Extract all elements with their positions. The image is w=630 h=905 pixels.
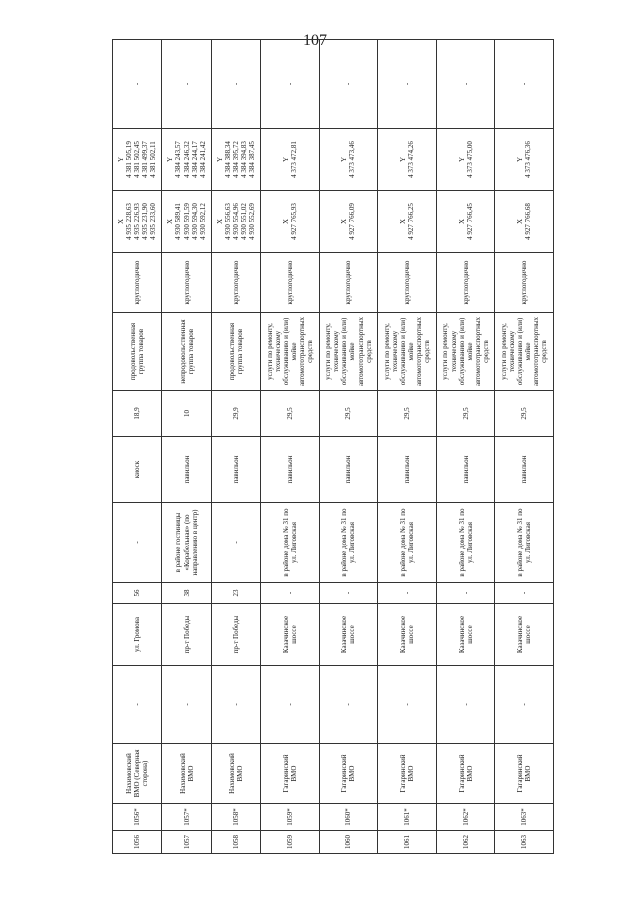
facilities-table: [112, 39, 554, 854]
last-cell: -: [211, 40, 260, 129]
table-row: [495, 40, 554, 854]
area-cell: 29,5: [495, 391, 554, 437]
row-code: 1061*: [378, 804, 437, 831]
coord-x-cell: X 4 927 766,68: [495, 191, 554, 253]
coord-y-cell: Y 4 381 505,19 4 381 502,45 4 381 499,37 4 381 502,11: [113, 129, 162, 191]
row-code: 1059*: [261, 804, 320, 831]
purpose-cell: продовольственная группа товаров: [211, 313, 260, 391]
table-row: [162, 40, 211, 854]
empty-cell: -: [378, 666, 437, 744]
last-cell: -: [436, 40, 495, 129]
row-number: 1061: [378, 831, 437, 854]
district-cell: Гагаринский ВМО: [495, 744, 554, 804]
last-cell: -: [113, 40, 162, 129]
coord-x-cell: X 4 927 766,45: [436, 191, 495, 253]
area-cell: 29,5: [261, 391, 320, 437]
coord-y-cell: Y 4 373 473,46: [319, 129, 378, 191]
row-code: 1057*: [162, 804, 211, 831]
coord-x-cell: X 4 927 765,93: [261, 191, 320, 253]
type-cell: киоск: [113, 437, 162, 503]
coord-x-cell: X 4 935 228,63 4 935 226,93 4 935 231,90 4 935 233,60: [113, 191, 162, 253]
last-cell: -: [319, 40, 378, 129]
area-cell: 18,9: [113, 391, 162, 437]
district-cell: Гагаринский ВМО: [319, 744, 378, 804]
type-cell: павильон: [261, 437, 320, 503]
coord-y-cell: Y 4 384 388,34 4 384 395,72 4 384 394,83 4 384 387,45: [211, 129, 260, 191]
landmark-cell: в районе дома № 31 по ул. Лиговская: [436, 503, 495, 583]
house-cell: 23: [211, 583, 260, 604]
last-cell: -: [378, 40, 437, 129]
coord-y-cell: Y 4 373 474,26: [378, 129, 437, 191]
period-cell: круглогодично: [211, 253, 260, 313]
area-cell: 29,5: [319, 391, 378, 437]
row-code: 1058*: [211, 804, 260, 831]
coord-x-cell: X 4 930 589,41 4 930 591,59 4 930 594,30 4 930 592,12: [162, 191, 211, 253]
street-cell: ул. Громова: [113, 604, 162, 666]
district-cell: Гагаринский ВМО: [436, 744, 495, 804]
table-container: [112, 60, 554, 854]
row-code: 1060*: [319, 804, 378, 831]
house-cell: -: [261, 583, 320, 604]
landmark-cell: в районе дома № 31 по ул. Лиговская: [495, 503, 554, 583]
empty-cell: -: [436, 666, 495, 744]
empty-cell: -: [495, 666, 554, 744]
street-cell: Казачинское шоссе: [436, 604, 495, 666]
type-cell: павильон: [378, 437, 437, 503]
street-cell: пр-т Победы: [162, 604, 211, 666]
period-cell: круглогодично: [162, 253, 211, 313]
row-number: 1063: [495, 831, 554, 854]
row-number: 1060: [319, 831, 378, 854]
empty-cell: -: [261, 666, 320, 744]
area-cell: 29,9: [211, 391, 260, 437]
period-cell: круглогодично: [261, 253, 320, 313]
row-code: 1062*: [436, 804, 495, 831]
house-cell: 38: [162, 583, 211, 604]
street-cell: пр-т Победы: [211, 604, 260, 666]
type-cell: павильон: [162, 437, 211, 503]
coord-y-cell: Y 4 373 476,36: [495, 129, 554, 191]
landmark-cell: в районе дома № 31 по ул. Лиговская: [378, 503, 437, 583]
table-row: [261, 40, 320, 854]
coord-x-cell: X 4 930 556,63 4 930 554,96 4 930 551,02 4 930 552,69: [211, 191, 260, 253]
row-number: 1058: [211, 831, 260, 854]
district-cell: Нахимовский ВМО: [211, 744, 260, 804]
period-cell: круглогодично: [319, 253, 378, 313]
table-row: [113, 40, 162, 854]
street-cell: Казачинское шоссе: [261, 604, 320, 666]
landmark-cell: в районе дома № 31 по ул. Лиговская: [261, 503, 320, 583]
coord-y-cell: Y 4 373 472,81: [261, 129, 320, 191]
purpose-cell: услуги по ремонту, техническому обслуживанию и (или) мойке автомототранспортных средств: [378, 313, 437, 391]
row-number: 1056: [113, 831, 162, 854]
district-cell: Нахимовский ВМО: [162, 744, 211, 804]
purpose-cell: непродовольственная группа товаров: [162, 313, 211, 391]
last-cell: -: [162, 40, 211, 129]
type-cell: павильон: [319, 437, 378, 503]
period-cell: круглогодично: [113, 253, 162, 313]
house-cell: 56: [113, 583, 162, 604]
purpose-cell: услуги по ремонту, техническому обслуживанию и (или) мойке автомототранспортных средств: [436, 313, 495, 391]
coord-x-cell: X 4 927 766,09: [319, 191, 378, 253]
purpose-cell: продовольственная группа товаров: [113, 313, 162, 391]
district-cell: Гагаринский ВМО: [261, 744, 320, 804]
table-row: [378, 40, 437, 854]
house-cell: -: [436, 583, 495, 604]
area-cell: 29,5: [378, 391, 437, 437]
empty-cell: -: [319, 666, 378, 744]
page-number: 107: [303, 32, 327, 49]
house-cell: -: [319, 583, 378, 604]
purpose-cell: услуги по ремонту, техническому обслуживанию и (или) мойке автомототранспортных средств: [261, 313, 320, 391]
landmark-cell: в районе дома № 31 по ул. Лиговская: [319, 503, 378, 583]
house-cell: -: [378, 583, 437, 604]
district-cell: Нахимовский ВМО (Северная сторона): [113, 744, 162, 804]
period-cell: круглогодично: [436, 253, 495, 313]
coord-y-cell: Y 4 384 243,57 4 384 246,32 4 384 244,17 4 384 241,42: [162, 129, 211, 191]
period-cell: круглогодично: [495, 253, 554, 313]
row-number: 1057: [162, 831, 211, 854]
last-cell: -: [261, 40, 320, 129]
type-cell: павильон: [211, 437, 260, 503]
type-cell: павильон: [495, 437, 554, 503]
street-cell: Казачинское шоссе: [378, 604, 437, 666]
table-row: [319, 40, 378, 854]
street-cell: Казачинское шоссе: [495, 604, 554, 666]
row-code: 1063*: [495, 804, 554, 831]
area-cell: 29,5: [436, 391, 495, 437]
row-code: 1056*: [113, 804, 162, 831]
table-row: [436, 40, 495, 854]
row-number: 1062: [436, 831, 495, 854]
coord-x-cell: X 4 927 766,25: [378, 191, 437, 253]
area-cell: 10: [162, 391, 211, 437]
last-cell: -: [495, 40, 554, 129]
empty-cell: -: [162, 666, 211, 744]
purpose-cell: услуги по ремонту, техническому обслуживанию и (или) мойке автомототранспортных средств: [495, 313, 554, 391]
rotated-table-frame: [112, 60, 554, 854]
period-cell: круглогодично: [378, 253, 437, 313]
district-cell: Гагаринский ВМО: [378, 744, 437, 804]
house-cell: -: [495, 583, 554, 604]
landmark-cell: -: [113, 503, 162, 583]
coord-y-cell: Y 4 373 475,00: [436, 129, 495, 191]
street-cell: Казачинское шоссе: [319, 604, 378, 666]
empty-cell: -: [113, 666, 162, 744]
table-row: [211, 40, 260, 854]
landmark-cell: -: [211, 503, 260, 583]
row-number: 1059: [261, 831, 320, 854]
type-cell: павильон: [436, 437, 495, 503]
empty-cell: -: [211, 666, 260, 744]
purpose-cell: услуги по ремонту, техническому обслуживанию и (или) мойке автомототранспортных средств: [319, 313, 378, 391]
landmark-cell: в районе гостиницы «Корабельная» (по направлению в центр): [162, 503, 211, 583]
